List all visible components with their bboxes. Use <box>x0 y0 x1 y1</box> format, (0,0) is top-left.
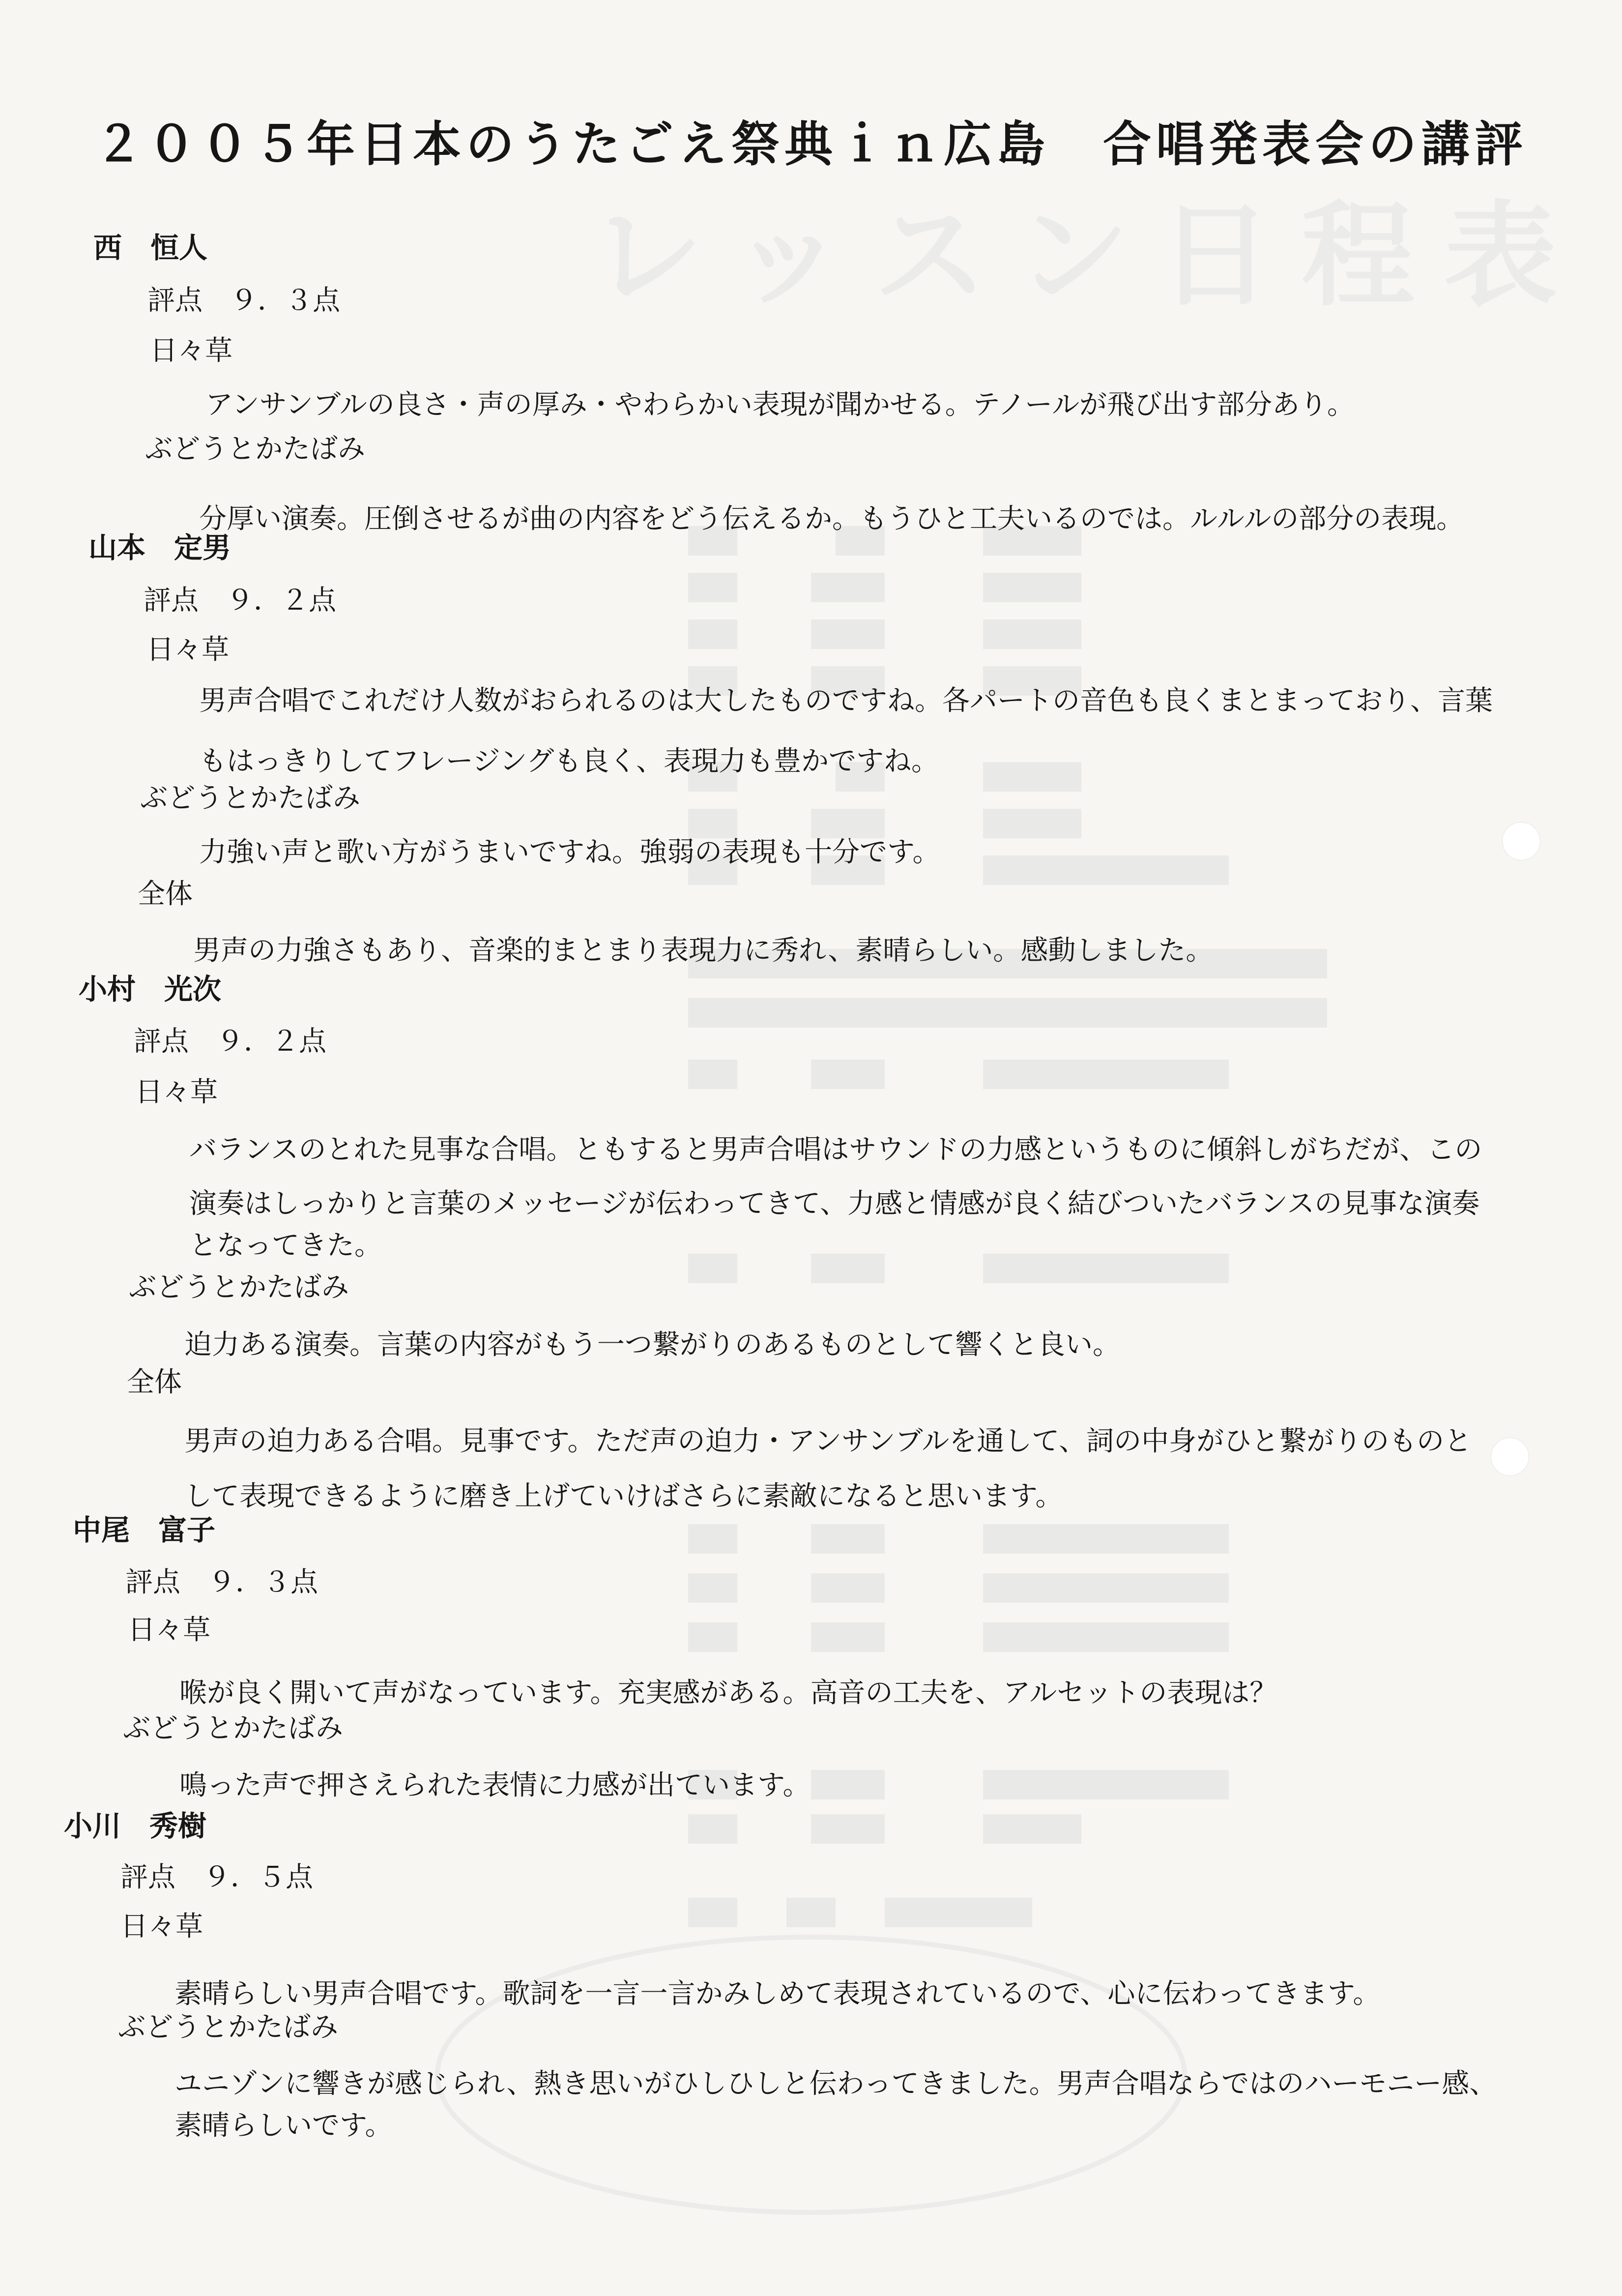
judge-name: 小村 光次 <box>79 972 222 1006</box>
choir-label: 日々草 <box>135 1076 218 1108</box>
comment-line: となってきた。 <box>189 1230 382 1262</box>
comment-line: 力強い声と歌い方がうまいですね。強弱の表現も十分です。 <box>199 836 940 868</box>
judge-name: 中尾 富子 <box>73 1513 216 1547</box>
judge-name: 西 恒人 <box>93 231 208 265</box>
choir-label: 全体 <box>138 878 193 910</box>
judge-score: 評点 ９．３点 <box>147 285 340 317</box>
punch-hole <box>1502 822 1540 860</box>
comment-line: 素晴らしい男声合唱です。歌詞を一言一言かみしめて表現されているので、心に伝わってきます。 <box>174 1978 1381 2010</box>
choir-label: 全体 <box>127 1366 182 1398</box>
comment-line: 素晴らしいです。 <box>174 2110 393 2142</box>
choir-label: ぶどうとかたばみ <box>123 1712 343 1744</box>
choir-label: 日々草 <box>146 634 229 666</box>
comment-line: 男声の力強さもあり、音楽的まとまり表現力に秀れ、素晴らしい。感動しました。 <box>193 935 1214 967</box>
judge-score: 評点 ９．２点 <box>144 585 336 617</box>
punch-hole <box>1491 1438 1529 1476</box>
choir-label: ぶどうとかたばみ <box>145 433 365 465</box>
comment-line: アンサンブルの良さ・声の厚み・やわらかい表現が聞かせる。テノールが飛び出す部分あり。 <box>205 389 1355 421</box>
comment-line: ユニゾンに響きが感じられ、熱き思いがひしひしと伝わってきました。男声合唱ならではのハーモニー感、 <box>174 2068 1497 2100</box>
choir-label: ぶどうとかたばみ <box>140 782 360 814</box>
ghost-heading: レッスン日程表 <box>590 191 1587 322</box>
judge-score: 評点 ９．３点 <box>125 1566 318 1598</box>
comment-line: 喉が良く開いて声がなっています。充実感がある。高音の工夫を、アルセットの表現は？ <box>179 1677 1277 1709</box>
choir-label: 日々草 <box>120 1911 203 1943</box>
comment-line: バランスのとれた見事な合唱。ともすると男声合唱はサウンドの力感というものに傾斜しがちだが、この <box>189 1134 1482 1166</box>
choir-label: ぶどうとかたばみ <box>118 2011 338 2043</box>
judge-score: 評点 ９．５点 <box>120 1861 313 1893</box>
comment-line: 鳴った声で押さえられた表情に力感が出ています。 <box>179 1769 811 1801</box>
choir-label: ぶどうとかたばみ <box>129 1271 349 1303</box>
judge-name: 小川 秀樹 <box>64 1809 207 1843</box>
page-title: ２００５年日本のうたごえ祭典ｉｎ広島 合唱発表会の講評 <box>94 117 1528 173</box>
comment-line: 分厚い演奏。圧倒させるが曲の内容をどう伝えるか。もうひと工夫いるのでは。ルルルの部分の表現。 <box>199 503 1464 535</box>
comment-line: 演奏はしっかりと言葉のメッセージが伝わってきて、力感と情感が良く結びついたバランスの見事な演奏 <box>189 1188 1480 1220</box>
comment-line: 男声合唱でこれだけ人数がおられるのは大したものですね。各パートの音色も良くまとまっており、言葉 <box>199 685 1493 717</box>
judge-name: 山本 定男 <box>88 531 232 564</box>
comment-line: して表現できるように磨き上げていけばさらに素敵になると思います。 <box>184 1480 1063 1512</box>
comment-line: 迫力ある演奏。言葉の内容がもう一つ繋がりのあるものとして響くと良い。 <box>184 1329 1120 1361</box>
comment-line: もはっきりしてフレージングも良く、表現力も豊かですね。 <box>199 745 939 777</box>
judge-score: 評点 ９．２点 <box>134 1026 326 1058</box>
comment-line: 男声の迫力ある合唱。見事です。ただ声の迫力・アンサンブルを通して、詞の中身がひと繋がりのものと <box>184 1425 1472 1457</box>
choir-label: 日々草 <box>128 1614 210 1646</box>
choir-label: 日々草 <box>150 335 232 367</box>
